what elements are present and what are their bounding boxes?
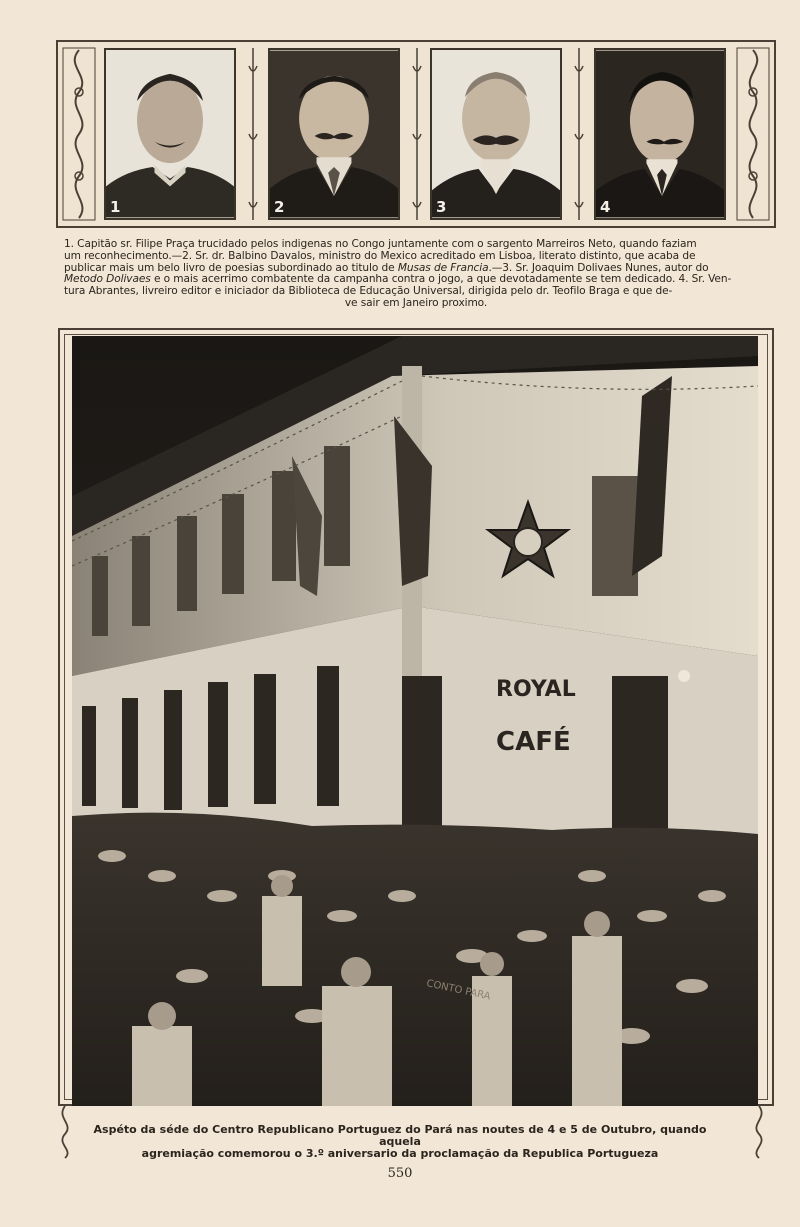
royal-sign-text: ROYAL (496, 677, 576, 702)
portrait-caption (64, 239, 768, 310)
main-photo (72, 336, 758, 1106)
bottom-right-ornament-icon (748, 1104, 770, 1160)
caption-line: tura Abrantes, livreiro editor e iniciador da Biblioteca de Educação Universal, dirigida pelo dr. Teofilo Braga e que de- (64, 285, 673, 298)
page-number: 550 (387, 1166, 413, 1181)
portrait-3 (430, 48, 562, 220)
book-title: Musas de Francia (397, 261, 489, 274)
portrait-1-photo (106, 50, 234, 218)
portrait-1 (104, 48, 236, 220)
portrait-3-photo (432, 50, 560, 218)
portrait-number: 4 (600, 198, 611, 216)
caption-line: publicar mais um belo livro de poesias subordinado ao titulo de Musas de Francia.—3. Sr. Joaquim Dolivaes Nunes, autor do (64, 261, 709, 274)
right-ornament-icon (735, 46, 771, 222)
caption-line: agremiação comemorou o 3.º aniversario da proclamação da Republica Portugueza (141, 1147, 659, 1160)
divider-ornament-icon (410, 46, 424, 222)
divider-ornament-icon (572, 46, 586, 222)
portrait-2 (268, 48, 400, 220)
photo-watermark: CONTO PARA (425, 978, 492, 1003)
caption-line: ve sair em Janeiro proximo. (344, 296, 488, 309)
caption-line: um reconhecimento.—2. Sr. dr. Balbino Davalos, ministro do Mexico acreditado em Lisboa, literato distinto, que acaba de (64, 249, 696, 262)
cafe-sign-text: CAFÉ (496, 727, 571, 757)
caption-line: Metodo Dolivaes e o mais acerrimo combatente da campanha contra o jogo, a que devotadamente se tem dedicado. 4. Sr. Ven- (64, 273, 732, 286)
portrait-band (56, 40, 776, 228)
building-crowd-photo (72, 336, 758, 1106)
portrait-number: 1 (110, 198, 121, 216)
caption-line: Aspéto da séde do Centro Republicano Portuguez do Pará nas noutes de 4 e 5 de Outubro, quando aquela (93, 1123, 707, 1148)
left-ornament-icon (61, 46, 97, 222)
portrait-4 (594, 48, 726, 220)
portrait-4-photo (596, 50, 724, 218)
bottom-left-ornament-icon (54, 1104, 76, 1160)
portrait-number: 3 (436, 198, 447, 216)
method-title: Metodo Dolivaes (64, 273, 151, 286)
portrait-number: 2 (274, 198, 285, 216)
caption-line: 1. Capitão sr. Filipe Praça trucidado pelos indigenas no Congo juntamente com o sargento Marreiros Neto, quando faziam (64, 238, 697, 250)
photo-caption (80, 1124, 720, 1160)
portrait-2-photo (270, 50, 398, 218)
divider-ornament-icon (246, 46, 260, 222)
